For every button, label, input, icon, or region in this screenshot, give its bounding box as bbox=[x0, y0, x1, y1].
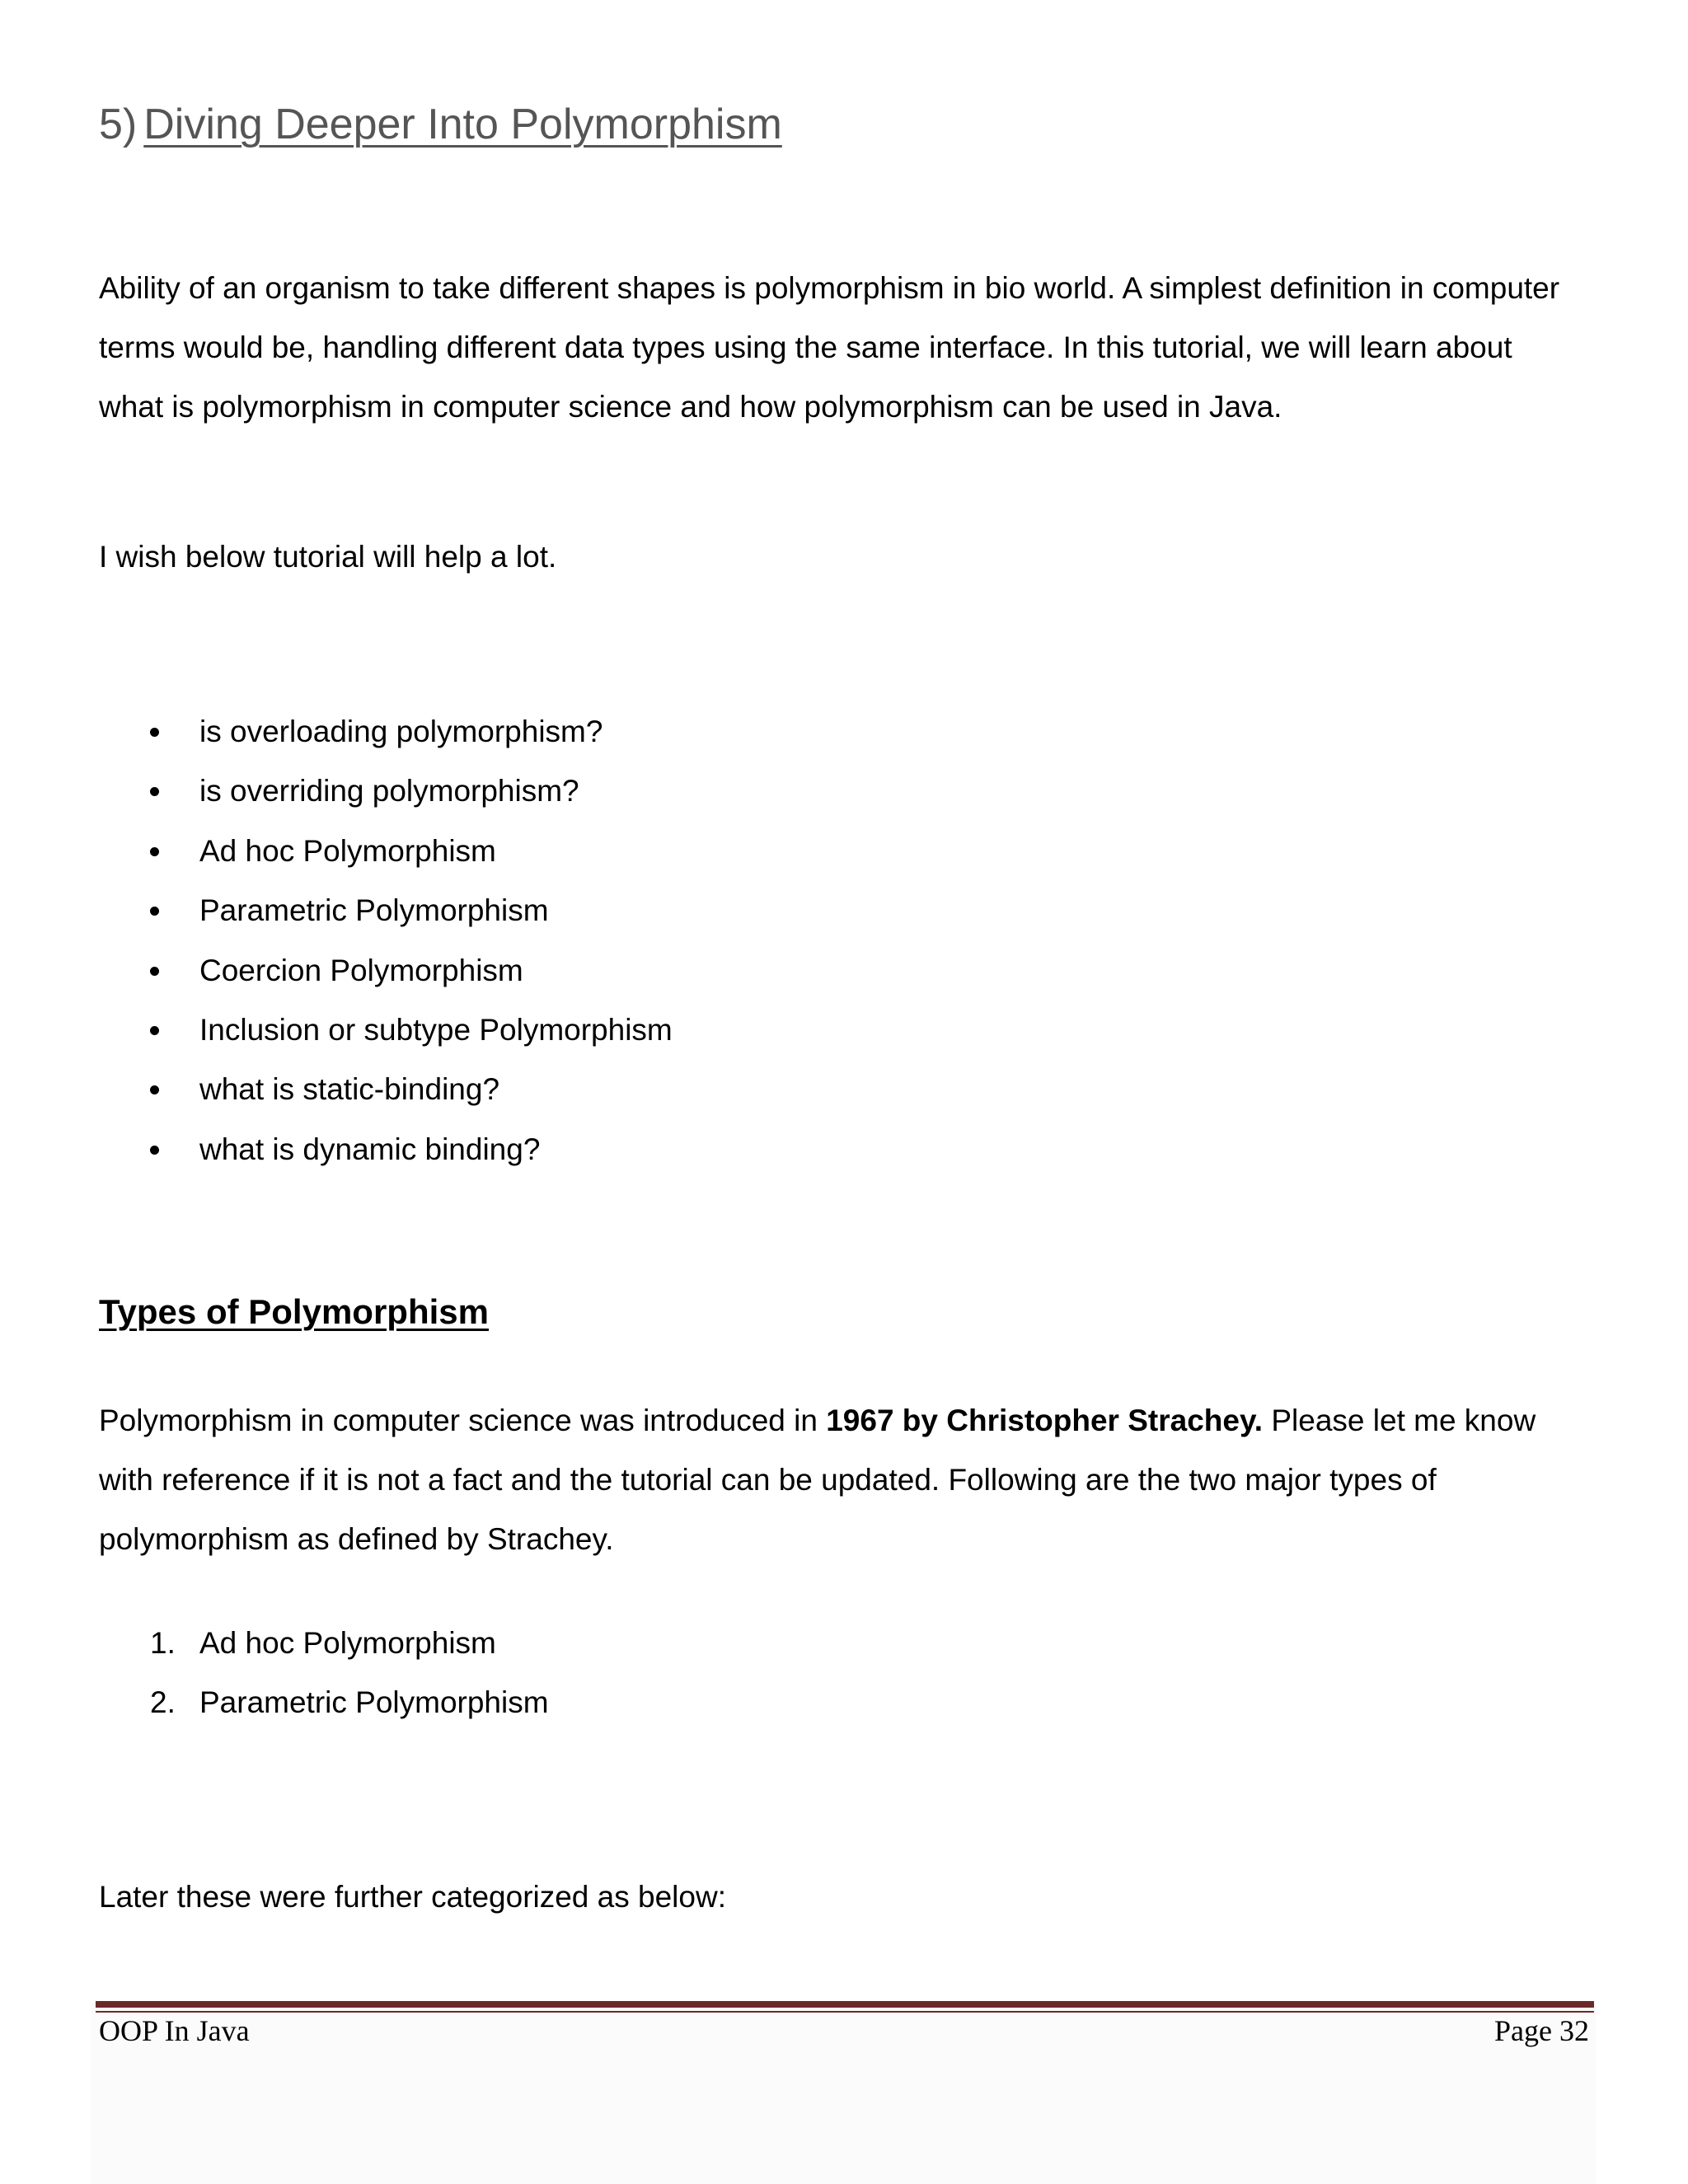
list-item bbox=[99, 702, 673, 762]
footer-title: OOP In Java bbox=[99, 2014, 250, 2047]
topic-label: is overriding polymorphism? bbox=[199, 774, 579, 808]
list-item bbox=[99, 762, 673, 821]
section-number: 5) bbox=[99, 101, 138, 148]
bullet-icon bbox=[150, 728, 159, 737]
later-paragraph: Later these were further categorized as below: bbox=[99, 1880, 726, 1914]
topic-label: Coercion Polymorphism bbox=[199, 953, 523, 987]
type-label: Parametric Polymorphism bbox=[199, 1685, 549, 1719]
bullet-icon bbox=[150, 967, 159, 976]
topic-label: is overloading polymorphism? bbox=[199, 715, 603, 748]
topic-label: what is dynamic binding? bbox=[199, 1132, 541, 1166]
section-title: Diving Deeper Into Polymorphism bbox=[143, 101, 782, 148]
topic-label: Ad hoc Polymorphism bbox=[199, 833, 496, 868]
footer-rule-thin bbox=[96, 2011, 1594, 2013]
bullet-icon bbox=[150, 1146, 159, 1155]
strachey-bold-text: 1967 by Christopher Strachey. bbox=[826, 1404, 1264, 1437]
topic-label: Inclusion or subtype Polymorphism bbox=[199, 1012, 673, 1047]
list-number: 2. bbox=[150, 1685, 176, 1719]
wish-paragraph: I wish below tutorial will help a lot. bbox=[99, 540, 557, 574]
list-item bbox=[99, 822, 673, 881]
strachey-text-after: Please let me know with reference if it is not a fact and the tutorial can be updated. Following are the two major types of polymorphism as defined by Strachey. bbox=[99, 1404, 1536, 1556]
list-number: 1. bbox=[150, 1626, 176, 1660]
list-item bbox=[99, 1120, 673, 1179]
type-label: Ad hoc Polymorphism bbox=[199, 1626, 496, 1660]
strachey-paragraph bbox=[99, 1391, 1566, 1569]
list-item bbox=[99, 941, 673, 1001]
bullet-icon bbox=[150, 1026, 159, 1035]
topic-label: what is static-binding? bbox=[199, 1072, 500, 1107]
list-item bbox=[99, 1673, 549, 1732]
topic-label: Parametric Polymorphism bbox=[199, 893, 549, 928]
bullet-icon bbox=[150, 1085, 159, 1094]
bullet-icon bbox=[150, 787, 159, 796]
types-heading: Types of Polymorphism bbox=[99, 1292, 489, 1331]
section-heading bbox=[99, 96, 782, 153]
bullet-icon bbox=[150, 847, 159, 856]
page-number: Page 32 bbox=[1494, 2014, 1589, 2047]
types-numbered-list bbox=[99, 1614, 549, 1732]
strachey-text-before: Polymorphism in computer science was introduced in bbox=[99, 1404, 827, 1437]
footer-shade bbox=[91, 2003, 1596, 2184]
list-item bbox=[99, 1614, 549, 1673]
list-item bbox=[99, 1060, 673, 1119]
list-item bbox=[99, 881, 673, 940]
list-item bbox=[99, 1001, 673, 1060]
footer-rule-thick bbox=[96, 2001, 1594, 2008]
intro-paragraph: Ability of an organism to take different shapes is polymorphism in bio world. A simplest definition in computer terms would be, handling different data types using the same interface. In this tutorial, we will learn about what is polymorphism in computer science and how polymorphism can be used in Java. bbox=[99, 271, 1560, 424]
topics-list bbox=[99, 702, 673, 1179]
bullet-icon bbox=[150, 907, 159, 916]
